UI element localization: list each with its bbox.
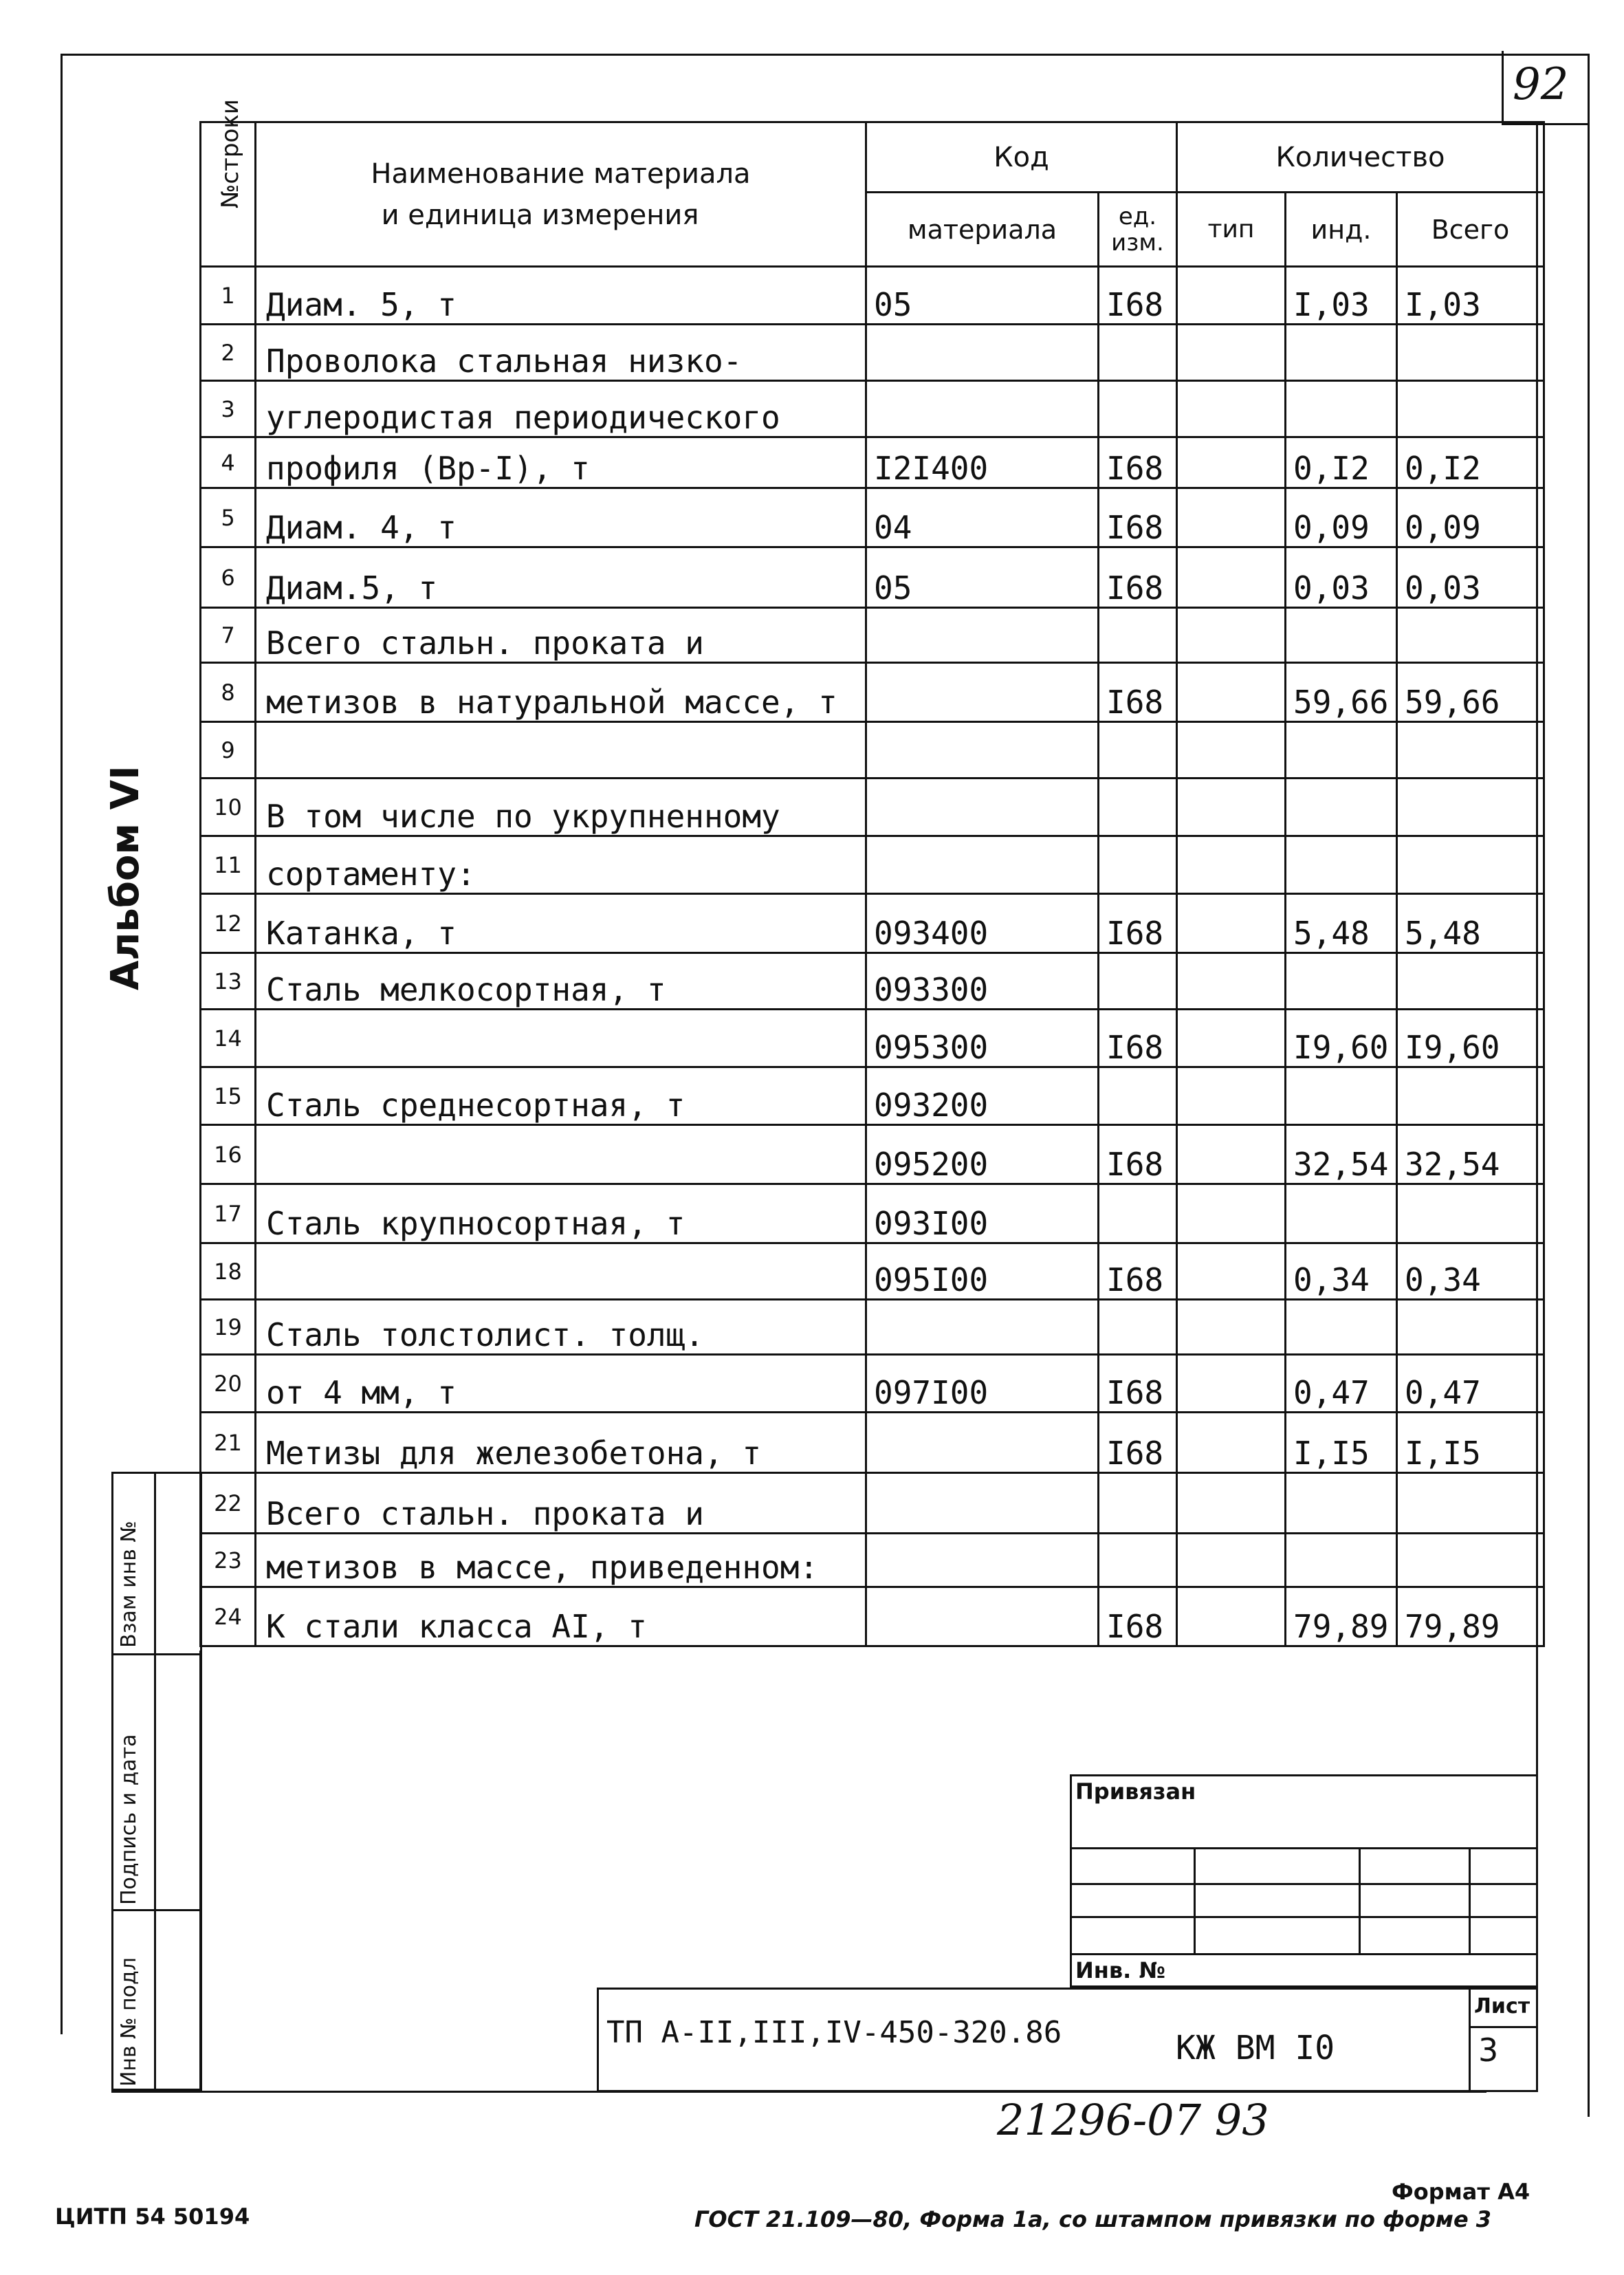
quantity-total: 32,54 [1397,1125,1544,1184]
quantity-total [1397,722,1544,779]
unit-code [1099,953,1177,1010]
table-row [201,1473,1544,1534]
project-code: ТП А-II,III,IV-450-320.86 [606,2015,1062,2050]
privyazan-col1 [1194,1847,1196,1955]
unit-code: I68 [1099,1413,1177,1473]
table-row [201,836,1544,894]
material-code [866,608,1099,663]
quantity-ind [1286,1534,1397,1587]
material-spec-table [199,98,1545,1647]
quantity-type [1177,1300,1286,1355]
material-code: 04 [866,488,1099,547]
sheet-col [1469,1988,1471,2092]
quantity-type [1177,547,1286,608]
unit-code [1099,1300,1177,1355]
quantity-type [1177,1473,1286,1534]
unit-code [1099,779,1177,836]
format-label: Формат А4 [1392,2179,1530,2205]
quantity-ind: 59,66 [1286,663,1397,722]
material-name: профиля (Вр-I), т [256,437,866,488]
quantity-total: 0,03 [1397,547,1544,608]
row-number: 12 [201,894,256,953]
sheet-number: 3 [1478,2032,1499,2069]
quantity-type [1177,1184,1286,1243]
material-name: Всего стальн. проката и [256,608,866,663]
material-name [256,1010,866,1067]
material-name: метизов в натуральной массе, т [256,663,866,722]
quantity-type [1177,779,1286,836]
quantity-type [1177,722,1286,779]
row-number: 7 [201,608,256,663]
quantity-ind: 32,54 [1286,1125,1397,1184]
row-number: 13 [201,953,256,1010]
quantity-ind: 0,09 [1286,488,1397,547]
table-row [201,779,1544,836]
table-row [201,1355,1544,1413]
material-code: 05 [866,267,1099,325]
material-code: 093300 [866,953,1099,1010]
material-code [866,325,1099,381]
row-number: 17 [201,1184,256,1243]
row-number: 19 [201,1300,256,1355]
privyazan-row2 [1070,1883,1538,1885]
quantity-ind: 79,89 [1286,1587,1397,1646]
material-name: Катанка, т [256,894,866,953]
table-row [201,267,1544,325]
quantity-type [1177,608,1286,663]
code-material-header: материала [866,193,1099,267]
row-number: 6 [201,547,256,608]
quantity-ind [1286,1473,1397,1534]
material-code [866,1534,1099,1587]
material-code: I2I400 [866,437,1099,488]
code-header: Код [866,122,1177,193]
material-code: 095200 [866,1125,1099,1184]
quantity-type [1177,437,1286,488]
quantity-type [1177,663,1286,722]
table-row [201,1243,1544,1300]
table-row [201,325,1544,381]
page-number: 92 [1513,59,1569,110]
unit-code [1099,722,1177,779]
material-name: Метизы для железобетона, т [256,1413,866,1473]
row-number: 14 [201,1010,256,1067]
q-type-header: тип [1177,193,1286,267]
quantity-type [1177,1067,1286,1125]
row-number: 2 [201,325,256,381]
row-number: 20 [201,1355,256,1413]
material-name [256,1125,866,1184]
quantity-ind [1286,779,1397,836]
quantity-total: I,I5 [1397,1413,1544,1473]
material-name: Проволока стальная низко- [256,325,866,381]
material-name: В том числе по укрупненному [256,779,866,836]
material-name: от 4 мм, т [256,1355,866,1413]
quantity-ind: 5,48 [1286,894,1397,953]
unit-code: I68 [1099,1355,1177,1413]
row-number: 24 [201,1587,256,1646]
table-row [201,381,1544,437]
quantity-total: 59,66 [1397,663,1544,722]
row-number: 16 [201,1125,256,1184]
quantity-total: 0,I2 [1397,437,1544,488]
material-name: метизов в массе, приведенном: [256,1534,866,1587]
sheet-label: Лист [1474,1994,1530,2018]
name-header: Наименование материала и единица измерения [256,122,866,267]
material-name [256,722,866,779]
row-number: 23 [201,1534,256,1587]
table-body [201,267,1544,1646]
quantity-type [1177,325,1286,381]
table-row [201,894,1544,953]
table-row [201,1010,1544,1067]
unit-code: I68 [1099,267,1177,325]
quantity-ind: I9,60 [1286,1010,1397,1067]
quantity-ind [1286,722,1397,779]
quantity-total [1397,1534,1544,1587]
left-stamp-sep1 [111,1653,202,1655]
material-name: Диам. 5, т [256,267,866,325]
quantity-ind [1286,1300,1397,1355]
quantity-ind [1286,1184,1397,1243]
unit-code: I68 [1099,663,1177,722]
privyazan-row3 [1070,1916,1538,1918]
inv-no-label: Инв. № [1075,1957,1165,1983]
quantity-total [1397,325,1544,381]
material-code [866,1587,1099,1646]
quantity-total [1397,779,1544,836]
unit-code [1099,325,1177,381]
unit-code [1099,1534,1177,1587]
quantity-type [1177,1243,1286,1300]
material-name: Сталь среднесортная, т [256,1067,866,1125]
quantity-type [1177,488,1286,547]
row-number: 5 [201,488,256,547]
material-code: 093I00 [866,1184,1099,1243]
material-code [866,1300,1099,1355]
quantity-ind: 0,I2 [1286,437,1397,488]
table-row [201,437,1544,488]
code-unit-header: ед. изм. [1099,193,1177,267]
material-name: Всего стальн. проката и [256,1473,866,1534]
quantity-total: 5,48 [1397,894,1544,953]
inv-podl-label: Инв № подл [117,1957,141,2087]
unit-code [1099,1067,1177,1125]
unit-code: I68 [1099,547,1177,608]
table-row [201,608,1544,663]
quantity-ind [1286,381,1397,437]
row-number: 18 [201,1243,256,1300]
unit-code [1099,381,1177,437]
quantity-total [1397,1300,1544,1355]
table-row [201,953,1544,1010]
quantity-ind [1286,1067,1397,1125]
q-total-header: Всего [1397,193,1544,267]
row-number: 15 [201,1067,256,1125]
material-name: Сталь крупносортная, т [256,1184,866,1243]
footer-left: ЦИТП 54 50194 [55,2203,250,2230]
quantity-type [1177,1125,1286,1184]
quantity-total [1397,1184,1544,1243]
table-row [201,722,1544,779]
left-stamp-divider [154,1472,156,2091]
unit-code [1099,836,1177,894]
left-stamp-sep2 [111,1909,202,1911]
table-row [201,1125,1544,1184]
quantity-total [1397,381,1544,437]
vzam-inv-label: Взам инв № [117,1521,141,1648]
row-number: 8 [201,663,256,722]
material-code: 097I00 [866,1355,1099,1413]
quantity-total [1397,836,1544,894]
outer-frame-left [61,54,63,2034]
quantity-type [1177,836,1286,894]
material-code: 093200 [866,1067,1099,1125]
unit-code: I68 [1099,488,1177,547]
quantity-total [1397,608,1544,663]
unit-code: I68 [1099,1125,1177,1184]
material-code [866,1413,1099,1473]
quantity-ind [1286,608,1397,663]
quantity-ind [1286,953,1397,1010]
row-number: 4 [201,437,256,488]
registration-number: 21296-07 93 [997,2095,1269,2145]
row-number: 10 [201,779,256,836]
row-number: 21 [201,1413,256,1473]
row-number: 3 [201,381,256,437]
table-row [201,1184,1544,1243]
row-number: 1 [201,267,256,325]
quantity-type [1177,1413,1286,1473]
privyazan-stamp [1070,1774,1538,1988]
material-code: 093400 [866,894,1099,953]
privyazan-label: Привязан [1075,1778,1196,1805]
material-name [256,1243,866,1300]
quantity-total [1397,1067,1544,1125]
document-code: КЖ ВМ I0 [1176,2029,1335,2067]
quantity-type [1177,894,1286,953]
material-code [866,722,1099,779]
table-left-extend [199,1651,201,2092]
album-label: Альбом VI [103,765,148,990]
material-name: Диам. 4, т [256,488,866,547]
signature-date-label: Подпись и дата [117,1734,141,1905]
row-number-header: №строки [201,122,256,267]
row-number: 9 [201,722,256,779]
row-number: 22 [201,1473,256,1534]
quantity-total: 79,89 [1397,1587,1544,1646]
quantity-header: Количество [1177,122,1544,193]
quantity-ind: 0,03 [1286,547,1397,608]
privyazan-row1 [1070,1847,1538,1849]
privyazan-col2 [1359,1847,1361,1955]
table-row [201,547,1544,608]
material-code: 095I00 [866,1243,1099,1300]
quantity-ind [1286,836,1397,894]
table-row [201,1413,1544,1473]
quantity-ind: I,I5 [1286,1413,1397,1473]
footer-gost: ГОСТ 21.109—80, Форма 1а, со штампом привязки по форме 3 [694,2206,1492,2232]
material-code: 05 [866,547,1099,608]
material-name: К стали класса АI, т [256,1587,866,1646]
material-name: Диам.5, т [256,547,866,608]
privyazan-row4 [1070,1953,1538,1955]
quantity-type [1177,1587,1286,1646]
quantity-ind: 0,47 [1286,1355,1397,1413]
quantity-total [1397,953,1544,1010]
table-row [201,1300,1544,1355]
unit-code: I68 [1099,437,1177,488]
quantity-total: 0,47 [1397,1355,1544,1413]
material-code [866,836,1099,894]
sheet-row [1469,2026,1538,2028]
material-code: 095300 [866,1010,1099,1067]
unit-code: I68 [1099,1010,1177,1067]
quantity-type [1177,267,1286,325]
quantity-total: I,03 [1397,267,1544,325]
quantity-total: 0,09 [1397,488,1544,547]
unit-code [1099,608,1177,663]
quantity-type [1177,1534,1286,1587]
quantity-total: I9,60 [1397,1010,1544,1067]
quantity-ind: I,03 [1286,267,1397,325]
quantity-total [1397,1473,1544,1534]
table-row [201,1534,1544,1587]
privyazan-col3 [1469,1847,1471,1955]
quantity-type [1177,1355,1286,1413]
table-row [201,663,1544,722]
row-number: 11 [201,836,256,894]
quantity-type [1177,1010,1286,1067]
q-ind-header: инд. [1286,193,1397,267]
unit-code: I68 [1099,1243,1177,1300]
quantity-ind [1286,325,1397,381]
material-code [866,381,1099,437]
quantity-total: 0,34 [1397,1243,1544,1300]
unit-code [1099,1184,1177,1243]
unit-code: I68 [1099,894,1177,953]
material-code [866,779,1099,836]
unit-code: I68 [1099,1587,1177,1646]
material-name: Сталь толстолист. толщ. [256,1300,866,1355]
quantity-type [1177,381,1286,437]
material-name: сортаменту: [256,836,866,894]
material-code [866,663,1099,722]
table-row [201,1067,1544,1125]
material-code [866,1473,1099,1534]
table-row [201,488,1544,547]
unit-code [1099,1473,1177,1534]
quantity-type [1177,953,1286,1010]
table-row [201,1587,1544,1646]
quantity-ind: 0,34 [1286,1243,1397,1300]
material-name: Сталь мелкосортная, т [256,953,866,1010]
material-name: углеродистая периодического [256,381,866,437]
